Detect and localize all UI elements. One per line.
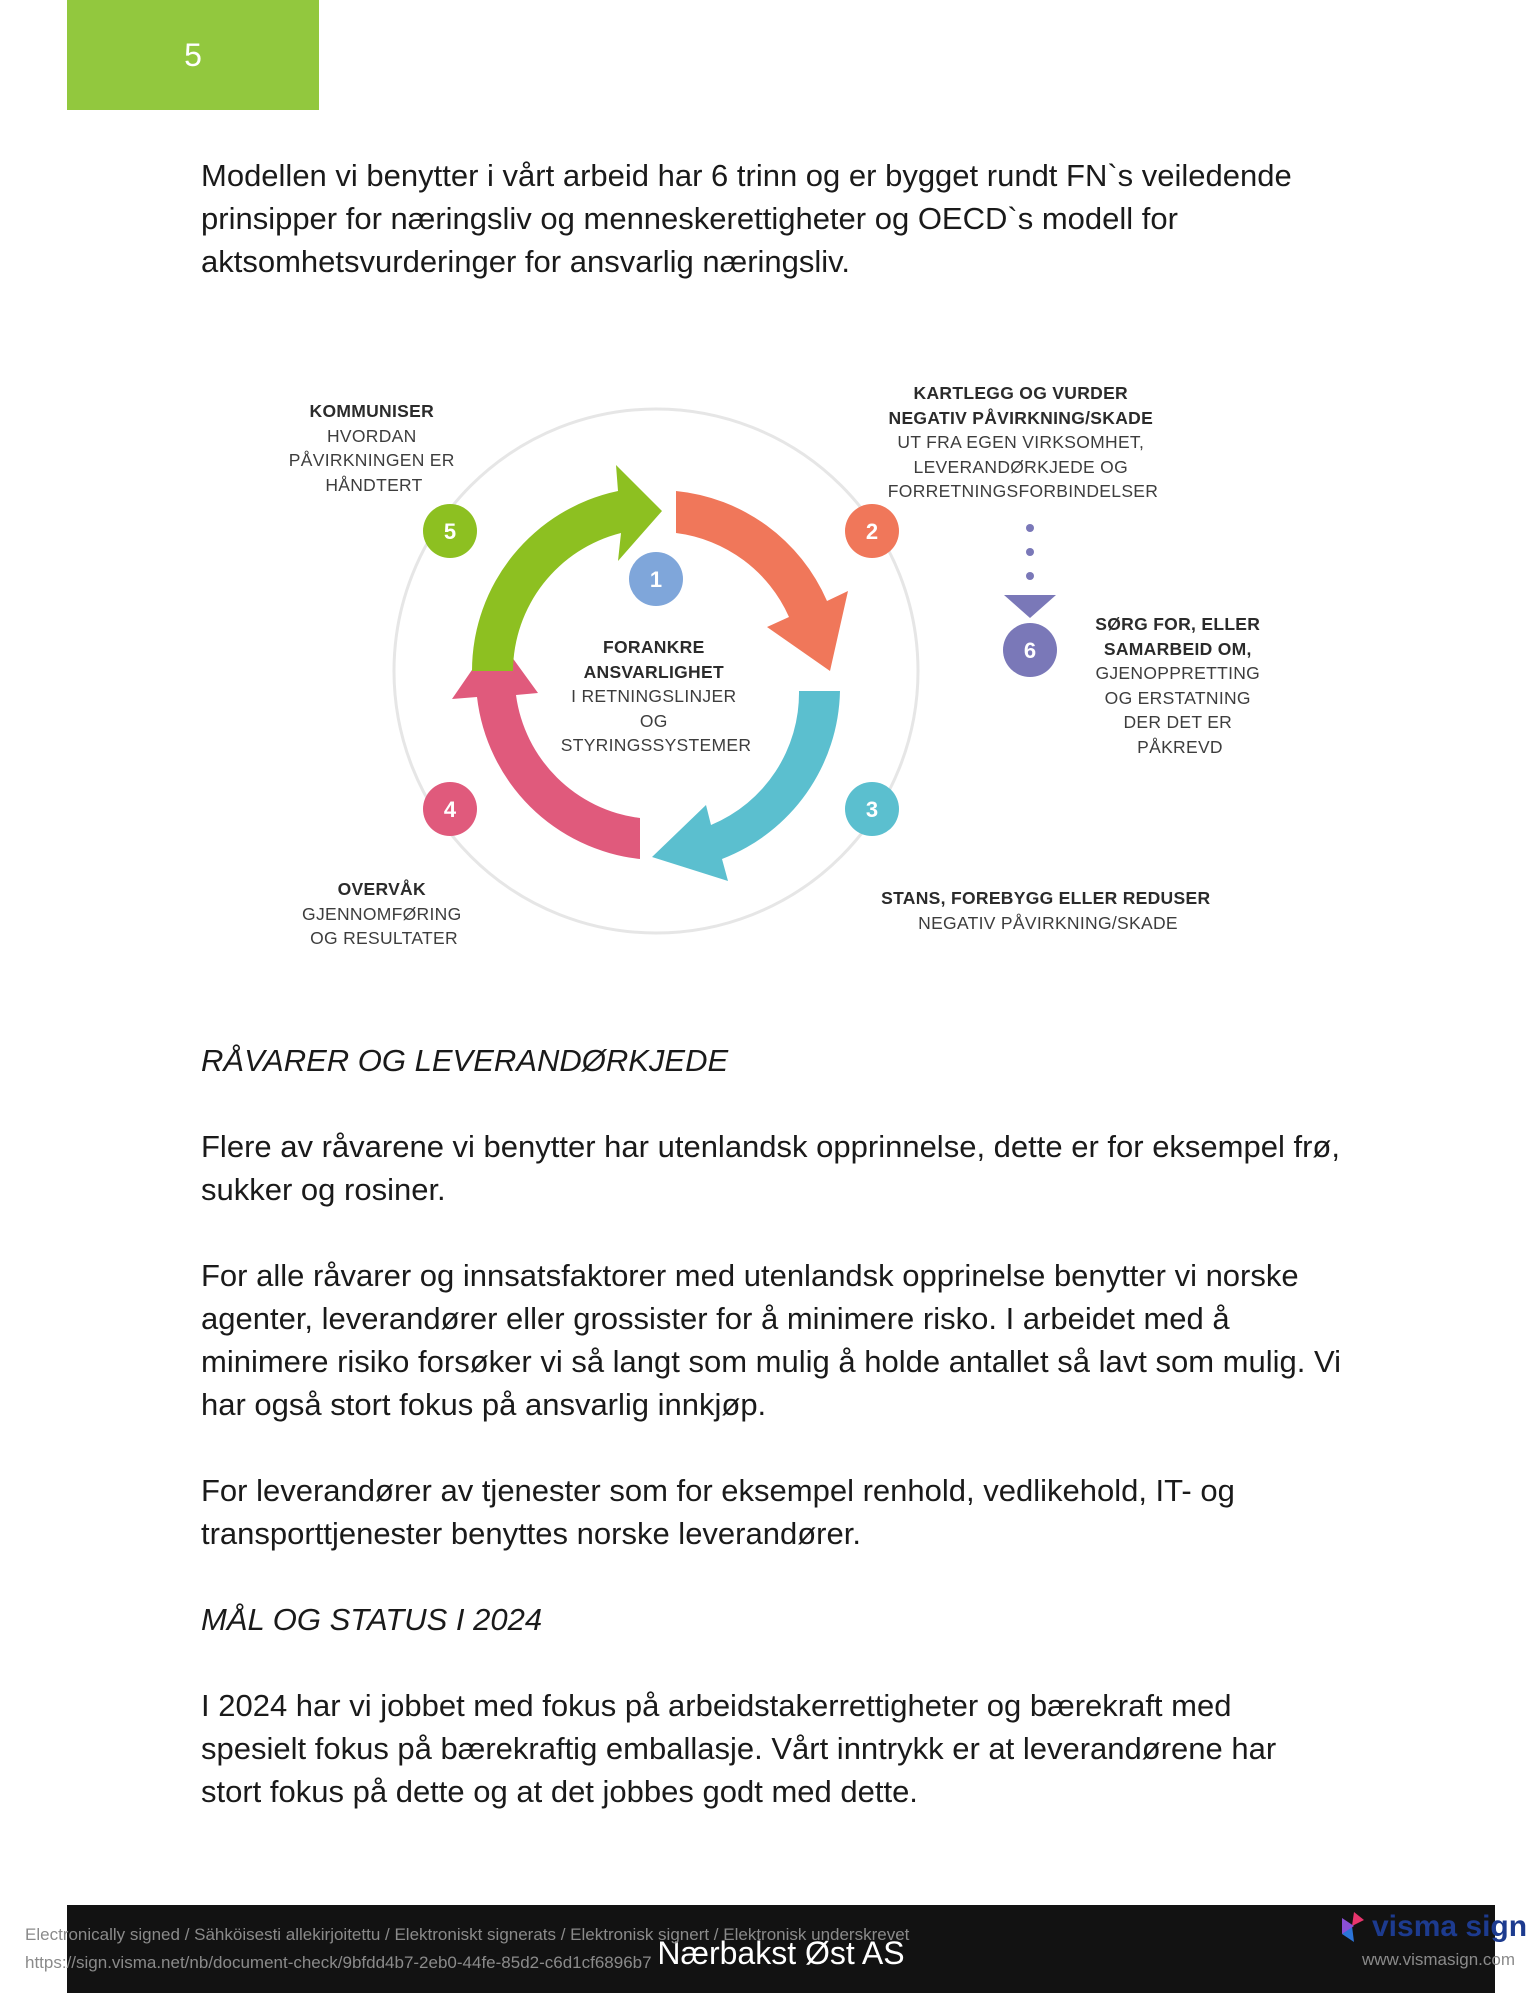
step-5-line-2: PÅVIRKNINGEN ER [288, 450, 455, 470]
electronic-signature-notice: Electronically signed / Sähköisesti allekirjoitettu / Elektroniskt signerats / Elektronisk signert / Elektronisk underskrevet [25, 1925, 910, 1944]
step-2-line-1: UT FRA EGEN VIRKSOMHET, [897, 432, 1145, 452]
step-6-number: 6 [1023, 638, 1037, 663]
step-6-line-1: GJENOPPRETTING [1095, 663, 1261, 683]
section-heading-raw-materials: RÅVARER OG LEVERANDØRKJEDE [201, 1043, 729, 1078]
paragraph-raw-materials: Flere av råvarene vi benytter har utenlandsk opprinnelse, dette er for eksempel frø, sukker og rosiner. [201, 1129, 1340, 1207]
step-5-line-3: HÅNDTERT [325, 475, 423, 495]
intro-paragraph: Modellen vi benytter i vårt arbeid har 6 trinn og er bygget rundt FN`s veiledende prinsipper for næringsliv og menneskerettigheter og OECD`s modell for aktsomhetsvurderinger for ansvarlig næringsliv. [201, 158, 1292, 279]
connector-dot [1026, 548, 1034, 556]
step-1-bold-2: ANSVARLIGHET [583, 662, 724, 682]
step-2-line-3: FORRETNINGSFORBINDELSER [887, 481, 1159, 501]
step-1-label [561, 637, 752, 755]
step-3-label [881, 888, 1215, 933]
paragraph-goals-2024: I 2024 har vi jobbet med fokus på arbeidstakerrettigheter og bærekraft med spesielt fokus på bærekraftig emballasje. Vårt inntrykk er at leverandørene har stort fokus på dette og at det jobbes godt med dette. [201, 1688, 1277, 1809]
step-1-bold-1: FORANKRE [602, 637, 705, 657]
step-5-bold-1: KOMMUNISER [309, 401, 435, 421]
step-4-bold-1: OVERVÅK [337, 879, 426, 899]
step-1-line-2: OG [639, 711, 668, 731]
step-5-line-1: HVORDAN [326, 426, 417, 446]
step-6-line-4: PÅKREVD [1137, 737, 1223, 757]
step-6-bold-2: SAMARBEID OM, [1103, 639, 1252, 659]
step-1-line-1: I RETNINGSLINJER [571, 686, 737, 706]
section-heading-goals-2024: MÅL OG STATUS I 2024 [201, 1602, 543, 1637]
step-2-line-2: LEVERANDØRKJEDE OG [913, 457, 1129, 477]
step-4-line-2: OG RESULTATER [310, 928, 458, 948]
cycle-svg [270, 375, 1290, 960]
connector-arrowhead [1004, 595, 1056, 618]
step-3-bold-1: STANS, FOREBYGG ELLER REDUSER [881, 888, 1211, 908]
footer-company-name: Nærbakst Øst AS [657, 1935, 905, 1971]
step-3-line-1: NEGATIV PÅVIRKNING/SKADE [918, 913, 1178, 933]
visma-logo-icon [1340, 1912, 1366, 1942]
paragraph-suppliers: For alle råvarer og innsatsfaktorer med utenlandsk opprinelse benytter vi norske agenter, leverandører eller grossister for å minimere risko. I arbeidet med å minimere risiko forsøker vi så langt som mulig å holde antallet så lavt som mulig. Vi har også stort fokus på ansvarlig innkjøp. [201, 1258, 1341, 1422]
step-6-bold-1: SØRG FOR, ELLER [1095, 614, 1261, 634]
step-2-number: 2 [865, 519, 879, 544]
visma-brand-text: visma sign [1372, 1910, 1528, 1943]
step-4-label [302, 879, 466, 948]
step-2-label [888, 383, 1158, 501]
step-6-line-3: DER DET ER [1123, 712, 1233, 732]
paragraph-service-suppliers: For leverandører av tjenester som for eksempel renhold, vedlikehold, IT- og transporttjenester benyttes norske leverandører. [201, 1473, 1235, 1551]
step-4-number: 4 [443, 797, 457, 822]
step-3-number: 3 [865, 797, 879, 822]
step-5-number: 5 [443, 519, 457, 544]
step-4-line-1: GJENNOMFØRING [302, 904, 462, 924]
connector-dot [1026, 572, 1034, 580]
page-number-badge [67, 0, 319, 110]
step-1-number: 1 [649, 567, 663, 592]
step-1-line-3: STYRINGSSYSTEMER [560, 735, 752, 755]
arrow-step-3 [652, 691, 840, 881]
step-2-bold-2: NEGATIV PÅVIRKNING/SKADE [888, 408, 1154, 428]
page-number: 5 [184, 36, 202, 73]
step-2-bold-1: KARTLEGG OG VURDER [913, 383, 1128, 403]
footer-bar [67, 1905, 1495, 1993]
step-6-label [1095, 614, 1264, 757]
document-check-link[interactable]: https://sign.visma.net/nb/document-check/9bfdd4b7-2eb0-44fe-85d2-c6d1cf6896b7 [25, 1953, 652, 1972]
step-5-label [289, 401, 459, 495]
connector-dot [1026, 524, 1034, 532]
due-diligence-cycle-diagram [270, 375, 1290, 960]
step-6-line-2: OG ERSTATNING [1104, 688, 1251, 708]
visma-sign-logo [1340, 1910, 1527, 1944]
visma-url[interactable]: www.vismasign.com [1361, 1950, 1515, 1969]
